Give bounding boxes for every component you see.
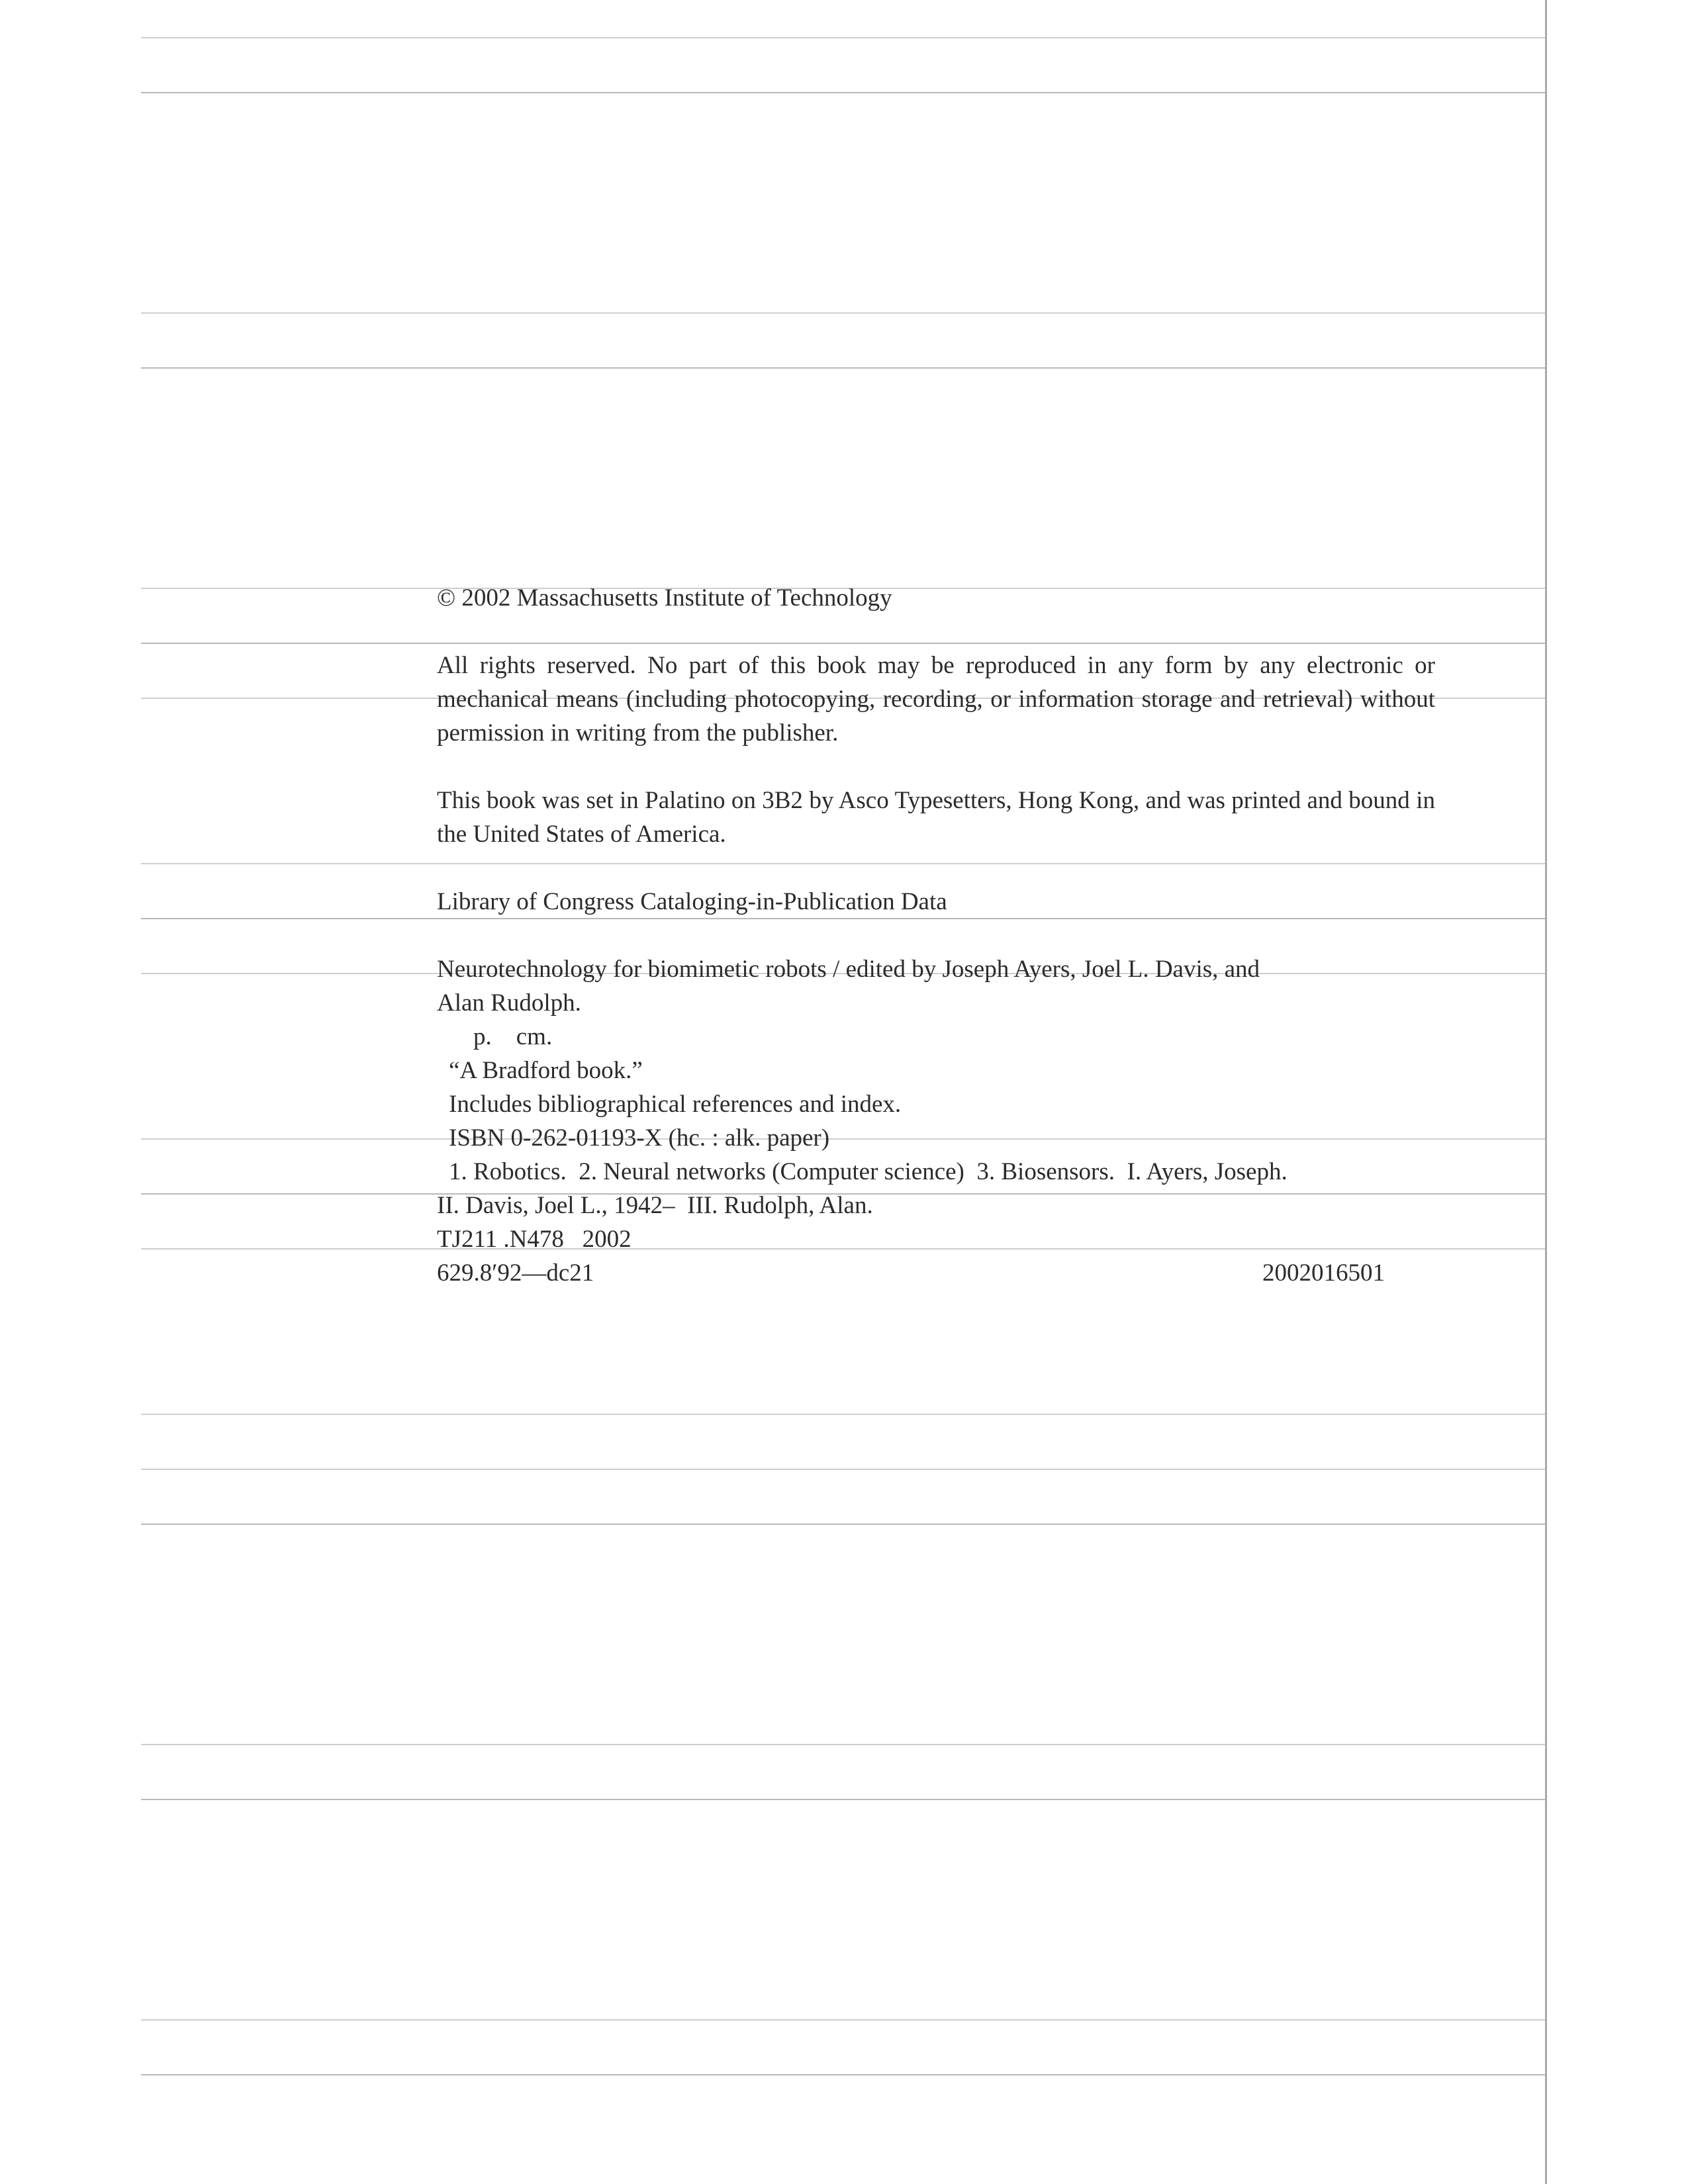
- guide-line: [141, 2019, 1546, 2021]
- cip-lccn: 2002016501: [1262, 1259, 1385, 1287]
- cip-subjects-line: II. Davis, Joel L., 1942– III. Rudolph, Alan.: [437, 1192, 873, 1219]
- copyright-line: [437, 581, 1435, 615]
- cip-title-line: Neurotechnology for biomimetic robots / edited by Joseph Ayers, Joel L. Davis, and: [437, 956, 1260, 983]
- right-margin-line: [1545, 0, 1547, 2184]
- cip-biblio-note: Includes bibliographical references and index.: [449, 1091, 902, 1118]
- cip-title-line: Alan Rudolph.: [437, 989, 581, 1017]
- guide-line: [141, 367, 1546, 369]
- cip-subjects-line: 1. Robotics. 2. Neural networks (Computer science) 3. Biosensors. I. Ayers, Joseph.: [449, 1158, 1288, 1185]
- guide-line: [141, 92, 1546, 93]
- cip-series-note: “A Bradford book.”: [449, 1057, 643, 1084]
- cip-lc-class: TJ211 .N478 2002: [437, 1226, 632, 1253]
- copyright-symbol: ©: [437, 584, 456, 612]
- rights-paragraph: All rights reserved. No part of this book may be reproduced in any form by any electronic or mechanical means (including photocopying, recording, or information storage and retrieval) without permission in writing from the publisher.: [437, 652, 1435, 747]
- cip-block: [437, 952, 1385, 1290]
- cip-class-row: [437, 1256, 1385, 1290]
- cip-physical: p. cm.: [473, 1023, 553, 1050]
- guide-line: [141, 1414, 1546, 1415]
- typesetting-paragraph: This book was set in Palatino on 3B2 by Asco Typesetters, Hong Kong, and was printed and bound in the United States of America.: [437, 787, 1435, 848]
- cip-isbn: ISBN 0-262-01193-X (hc. : alk. paper): [449, 1124, 830, 1152]
- guide-line: [141, 1799, 1546, 1800]
- guide-line: [141, 1469, 1546, 1470]
- cip-heading: Library of Congress Cataloging-in-Publication Data: [437, 888, 947, 915]
- cip-dewey: 629.8′92—dc21: [437, 1259, 594, 1287]
- guide-line: [141, 1744, 1546, 1745]
- guide-line: [141, 2074, 1546, 2075]
- copyright-text: 2002 Massachusetts Institute of Technology: [461, 584, 892, 612]
- guide-line: [141, 37, 1546, 38]
- copyright-page: [437, 581, 1435, 1290]
- guide-line: [141, 312, 1546, 314]
- guide-line: [141, 1524, 1546, 1525]
